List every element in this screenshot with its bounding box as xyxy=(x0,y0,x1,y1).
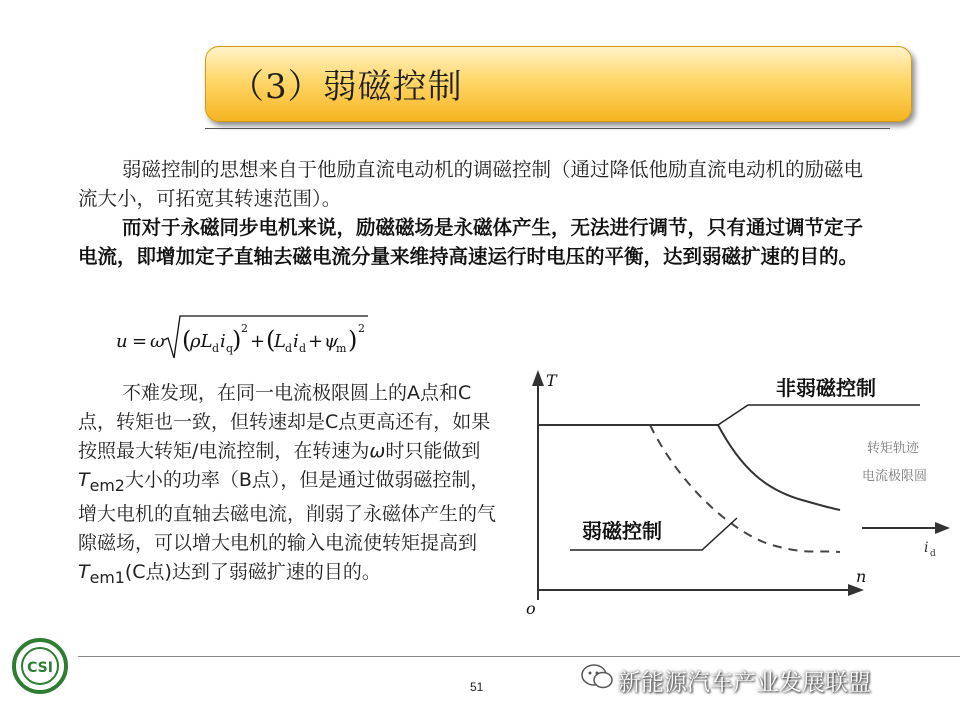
paragraph3-part-c: 时只能做到 xyxy=(385,440,481,462)
svg-text:(: ( xyxy=(182,326,192,354)
svg-text:2: 2 xyxy=(241,322,248,335)
svg-text:+: + xyxy=(250,331,266,352)
tem2-subscript: em2 xyxy=(89,475,125,495)
svg-text:(: ( xyxy=(266,326,276,354)
omega-symbol: ω xyxy=(369,440,386,462)
svg-text:q: q xyxy=(226,342,234,355)
voltage-formula xyxy=(110,310,380,370)
title-divider xyxy=(205,128,890,129)
svg-text:m: m xyxy=(336,342,347,355)
y-axis-label: T xyxy=(546,371,557,390)
svg-text:i: i xyxy=(220,331,226,352)
paragraph-pmsm-note xyxy=(78,213,878,271)
paragraph3-part-e: (C点)达到了弱磁扩速的目的。 xyxy=(124,560,381,583)
watermark-text: 新能源汽车产业发展联盟 xyxy=(618,670,871,696)
slide-title-banner xyxy=(205,46,912,122)
id-axis-label-sub: d xyxy=(930,549,936,559)
svg-text:): ) xyxy=(232,326,242,354)
svg-text:u: u xyxy=(116,331,128,352)
svg-text:2: 2 xyxy=(358,322,365,335)
tem2-symbol: T xyxy=(78,469,90,491)
origin-label: o xyxy=(526,599,536,618)
x-axis-label: n xyxy=(856,567,867,586)
overlay-text-torque-trajectory: 转矩轨迹 xyxy=(867,441,920,456)
svg-text:i: i xyxy=(293,331,299,352)
svg-text:ψ: ψ xyxy=(324,331,339,352)
paragraph1-text: 弱磁控制的思想来自于他励直流电动机的调磁控制（通过降低他励直流电动机的励磁电流大小，可拓宽其转速范围）。 xyxy=(78,158,864,210)
slide-title: （3）弱磁控制 xyxy=(230,67,463,107)
svg-text:L: L xyxy=(274,331,286,352)
label-no-flux-weakening: 非弱磁控制 xyxy=(776,376,876,400)
tem1-subscript: em1 xyxy=(89,567,125,587)
tem1-symbol: T xyxy=(78,560,90,583)
paragraph-flux-weakening-origin xyxy=(78,155,878,213)
svg-text:d: d xyxy=(299,342,307,355)
svg-text:=: = xyxy=(132,331,148,352)
paragraph2-text: 而对于永磁同步电机来说，励磁磁场是永磁体产生，无法进行调节，只有通过调节定子电流，即增加定子直轴去磁电流分量来维持高速运行时电压的平衡，达到弱磁扩速的目的。 xyxy=(78,216,864,268)
paragraph3-part-a: 不难发现，在同一电流极限圆上的A点和C点，转矩也一致，但转速却是C点更高 xyxy=(78,382,472,433)
svg-text:d: d xyxy=(212,342,220,355)
torque-speed-graph xyxy=(522,350,952,625)
page-number: 51 xyxy=(470,680,484,694)
footer-divider xyxy=(78,656,960,657)
logo-text: CSI xyxy=(27,660,53,676)
paragraph-point-comparison xyxy=(78,379,498,592)
wechat-icon xyxy=(580,662,614,692)
svg-text:ω: ω xyxy=(150,331,165,352)
label-flux-weakening: 弱磁控制 xyxy=(582,519,662,543)
svg-text:d: d xyxy=(285,342,293,355)
paragraph3-part-d: 大小的功率（B点），但是通过做弱磁控制，增大电机的直轴去磁电流，削弱了永磁体产生的气隙磁场，可以增大电机的输入电流使转矩提高到 xyxy=(78,469,497,554)
svg-text:): ) xyxy=(348,326,358,354)
id-axis-label: i xyxy=(924,540,929,556)
svg-text:+: + xyxy=(308,331,324,352)
overlay-text-current-limit: 电流极限圆 xyxy=(862,469,928,484)
paragraph3-part-b: 还有，如果按照最大转矩/电流控制，在转速为 xyxy=(78,411,491,462)
svg-text:ρL: ρL xyxy=(190,331,213,352)
organization-logo xyxy=(10,636,70,696)
